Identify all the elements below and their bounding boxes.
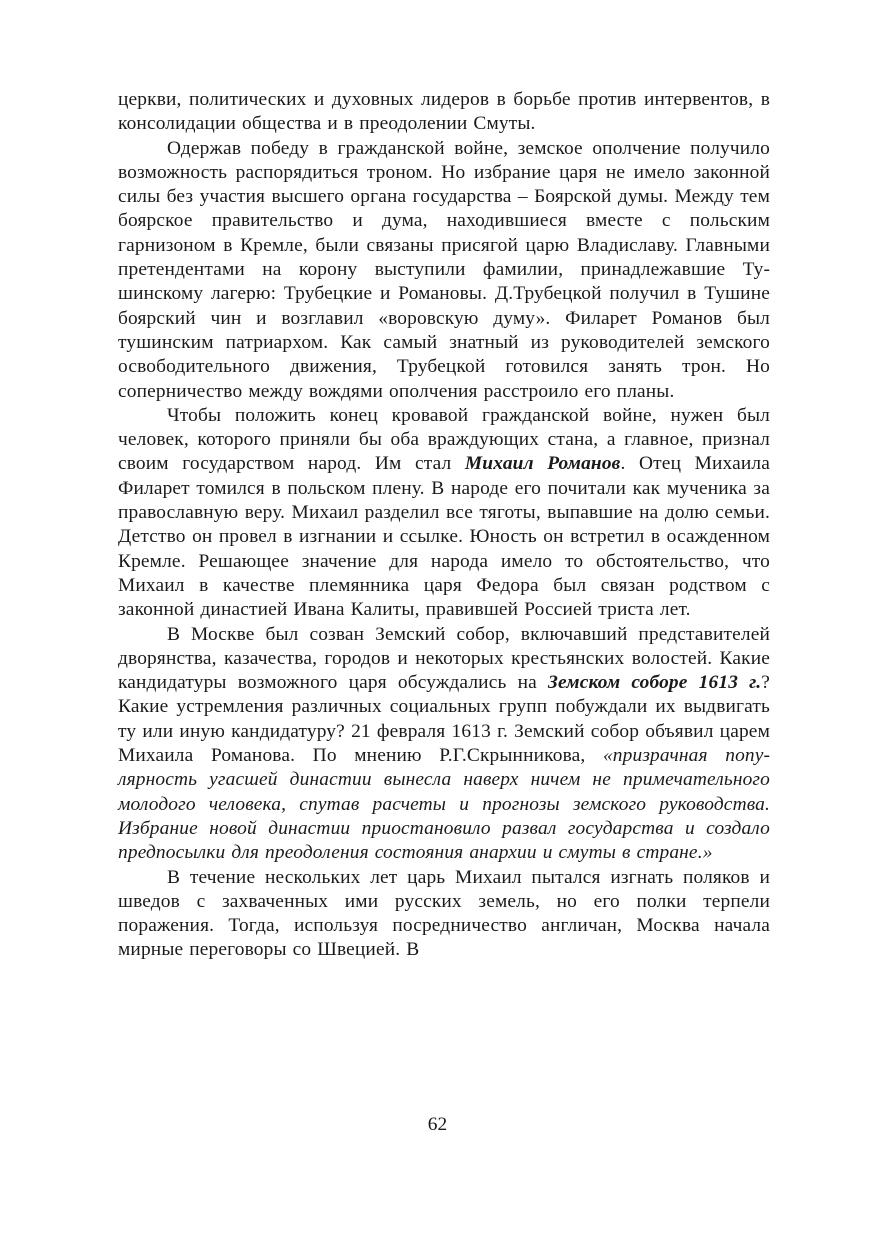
page-number: 62 [427, 1114, 448, 1135]
paragraph-3-text-before: Чтобы положить конец кровавой гражданской войне, нужен был человек, которого приняли бы оба враждующих стана, а главное, признал своим государством народ. Им стал [118, 404, 770, 475]
paragraph-3 [118, 404, 770, 623]
paragraph-3-text-after: . Отец Михаила Филарет томился в польском плену. В народе его почитали как мученика за православную веру. Михаил разделил все тяготы, выпавшие на долю семьи. Детство он провел в изгнании и ссылке. Юность он встретил в осажденном Кремле. Решающее значение для народа имело то обстоятельство, что Михаил в качестве племянника царя Федора был связан родством с законной династией Ивана Калиты, правившей Россией триста лет. [118, 453, 770, 621]
paragraph-3-emphasis: Михаил Романов [464, 453, 621, 475]
paragraph-4-quote: «призрачная популярность угасшей династии вынесла наверх ничем не примечательного молодого человека, спутав расчеты и прогнозы земского руководства. Избрание новой династии приостановило развал государства и создало предпосылки для преодоления состояния анархии и смуты в стране.» [118, 745, 770, 864]
paragraph-4-text-before: В Москве был созван Земский собор, включавший представителей дворянства, казачества, городов и некоторых крестьянских волостей. Какие кандидатуры возможного царя обсуждались на [118, 623, 770, 694]
paragraph-4-text-middle: ? Какие устремления различных социальных групп побуждали их выдвигать ту или иную кандидатуру? 21 февраля 1613 г. Земский собор объявил царем Михаила Романова. По мнению Р.Г.Скрынникова, [118, 672, 770, 767]
page-body [118, 88, 770, 963]
paragraph-1-text: церкви, политических и духовных лидеров в борьбе против интервентов, в консолидации общества и в преодолении Смуты. [118, 89, 770, 135]
paragraph-2 [118, 137, 770, 404]
paragraph-5 [118, 866, 770, 963]
paragraph-2-text: Одержав победу в гражданской войне, земское ополчение получило возможность распорядиться троном. Но избрание царя не имело законной силы без участия высшего органа государства – Боярской думы. Между тем боярское правительство и дума, находившиеся вместе с польским гарнизоном в Кремле, были связаны присягой царю Владиславу. Главными претендентами на корону выступили фамилии, принадлежавшие Тушинскому лагерю: Трубецкие и Романовы. Д.Трубецкой получил в Тушине боярский чин и возглавил «воровскую думу». Филарет Романов был тушинским патриархом. Как самый знатный из руководителей земского освободительного движения, Трубецкой готовился занять трон. Но соперничество между вождями ополчения расстроило его планы. [118, 137, 770, 402]
paragraph-1 [118, 88, 770, 137]
paragraph-4-emphasis: Земском соборе 1613 г. [548, 672, 762, 694]
paragraph-4 [118, 623, 770, 866]
paragraph-5-text: В течение нескольких лет царь Михаил пытался изгнать поляков и шведов с захваченных ими русских земель, но его полки терпели поражения. Тогда, используя посредничество англичан, Москва начала мирные переговоры со Швецией. В [118, 866, 770, 961]
